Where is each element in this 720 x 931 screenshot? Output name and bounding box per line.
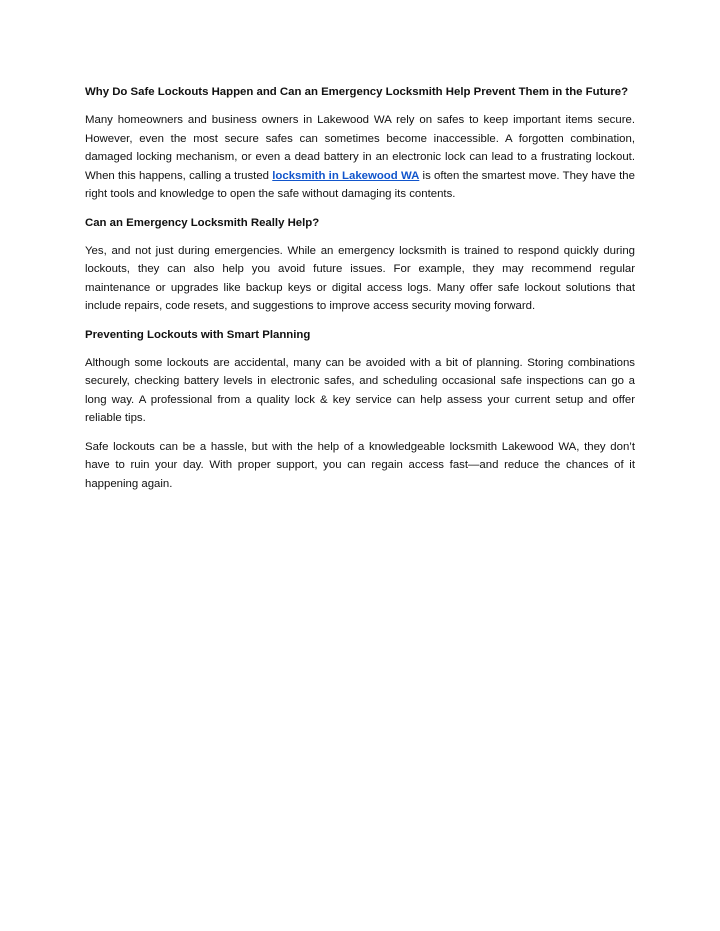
- intro-text-before-link: Many homeowners and business owners in Lakewood WA rely on safes to keep important items secure. However, even the most secure safes can sometimes become inaccessible. A forgotten combination, damaged locking mechanism, or even a dead battery in an electronic lock can lead to a frustrating lockout. When this happens, calling a trusted: [85, 114, 635, 182]
- section-body-emergency-help: Yes, and not just during emergencies. While an emergency locksmith is trained to respond quickly during lockouts, they can also help you avoid future issues. For example, they may recommend regular maintenance or upgrades like backup keys or digital access logs. Many offer safe lockout solutions that include repairs, code resets, and suggestions to improve access security moving forward.: [85, 244, 635, 312]
- section-heading-emergency-help: Can an Emergency Locksmith Really Help?: [85, 216, 320, 229]
- intro-text-after-link: is often the smartest move. They have the right tools and knowledge to open the safe without damaging its contents.: [85, 169, 635, 200]
- locksmith-link[interactable]: locksmith in Lakewood WA: [272, 169, 420, 182]
- document-title: Why Do Safe Lockouts Happen and Can an Emergency Locksmith Help Prevent Them in the Future?: [85, 86, 629, 98]
- closing-paragraph: Safe lockouts can be a hassle, but with the help of a knowledgeable locksmith Lakewood WA, they don’t have to ruin your day. With proper support, you can regain access fast—and reduce the chances of it happening again.: [85, 440, 635, 490]
- intro-paragraph: [85, 111, 635, 204]
- section-heading-preventing-lockouts: Preventing Lockouts with Smart Planning: [85, 328, 311, 341]
- document-page: [85, 83, 635, 503]
- section-body-preventing-lockouts: Although some lockouts are accidental, many can be avoided with a bit of planning. Storing combinations securely, checking battery levels in electronic safes, and scheduling occasional safe inspections can go a long way. A professional from a quality lock & key service can help assess your current setup and offer reliable tips.: [85, 356, 635, 424]
